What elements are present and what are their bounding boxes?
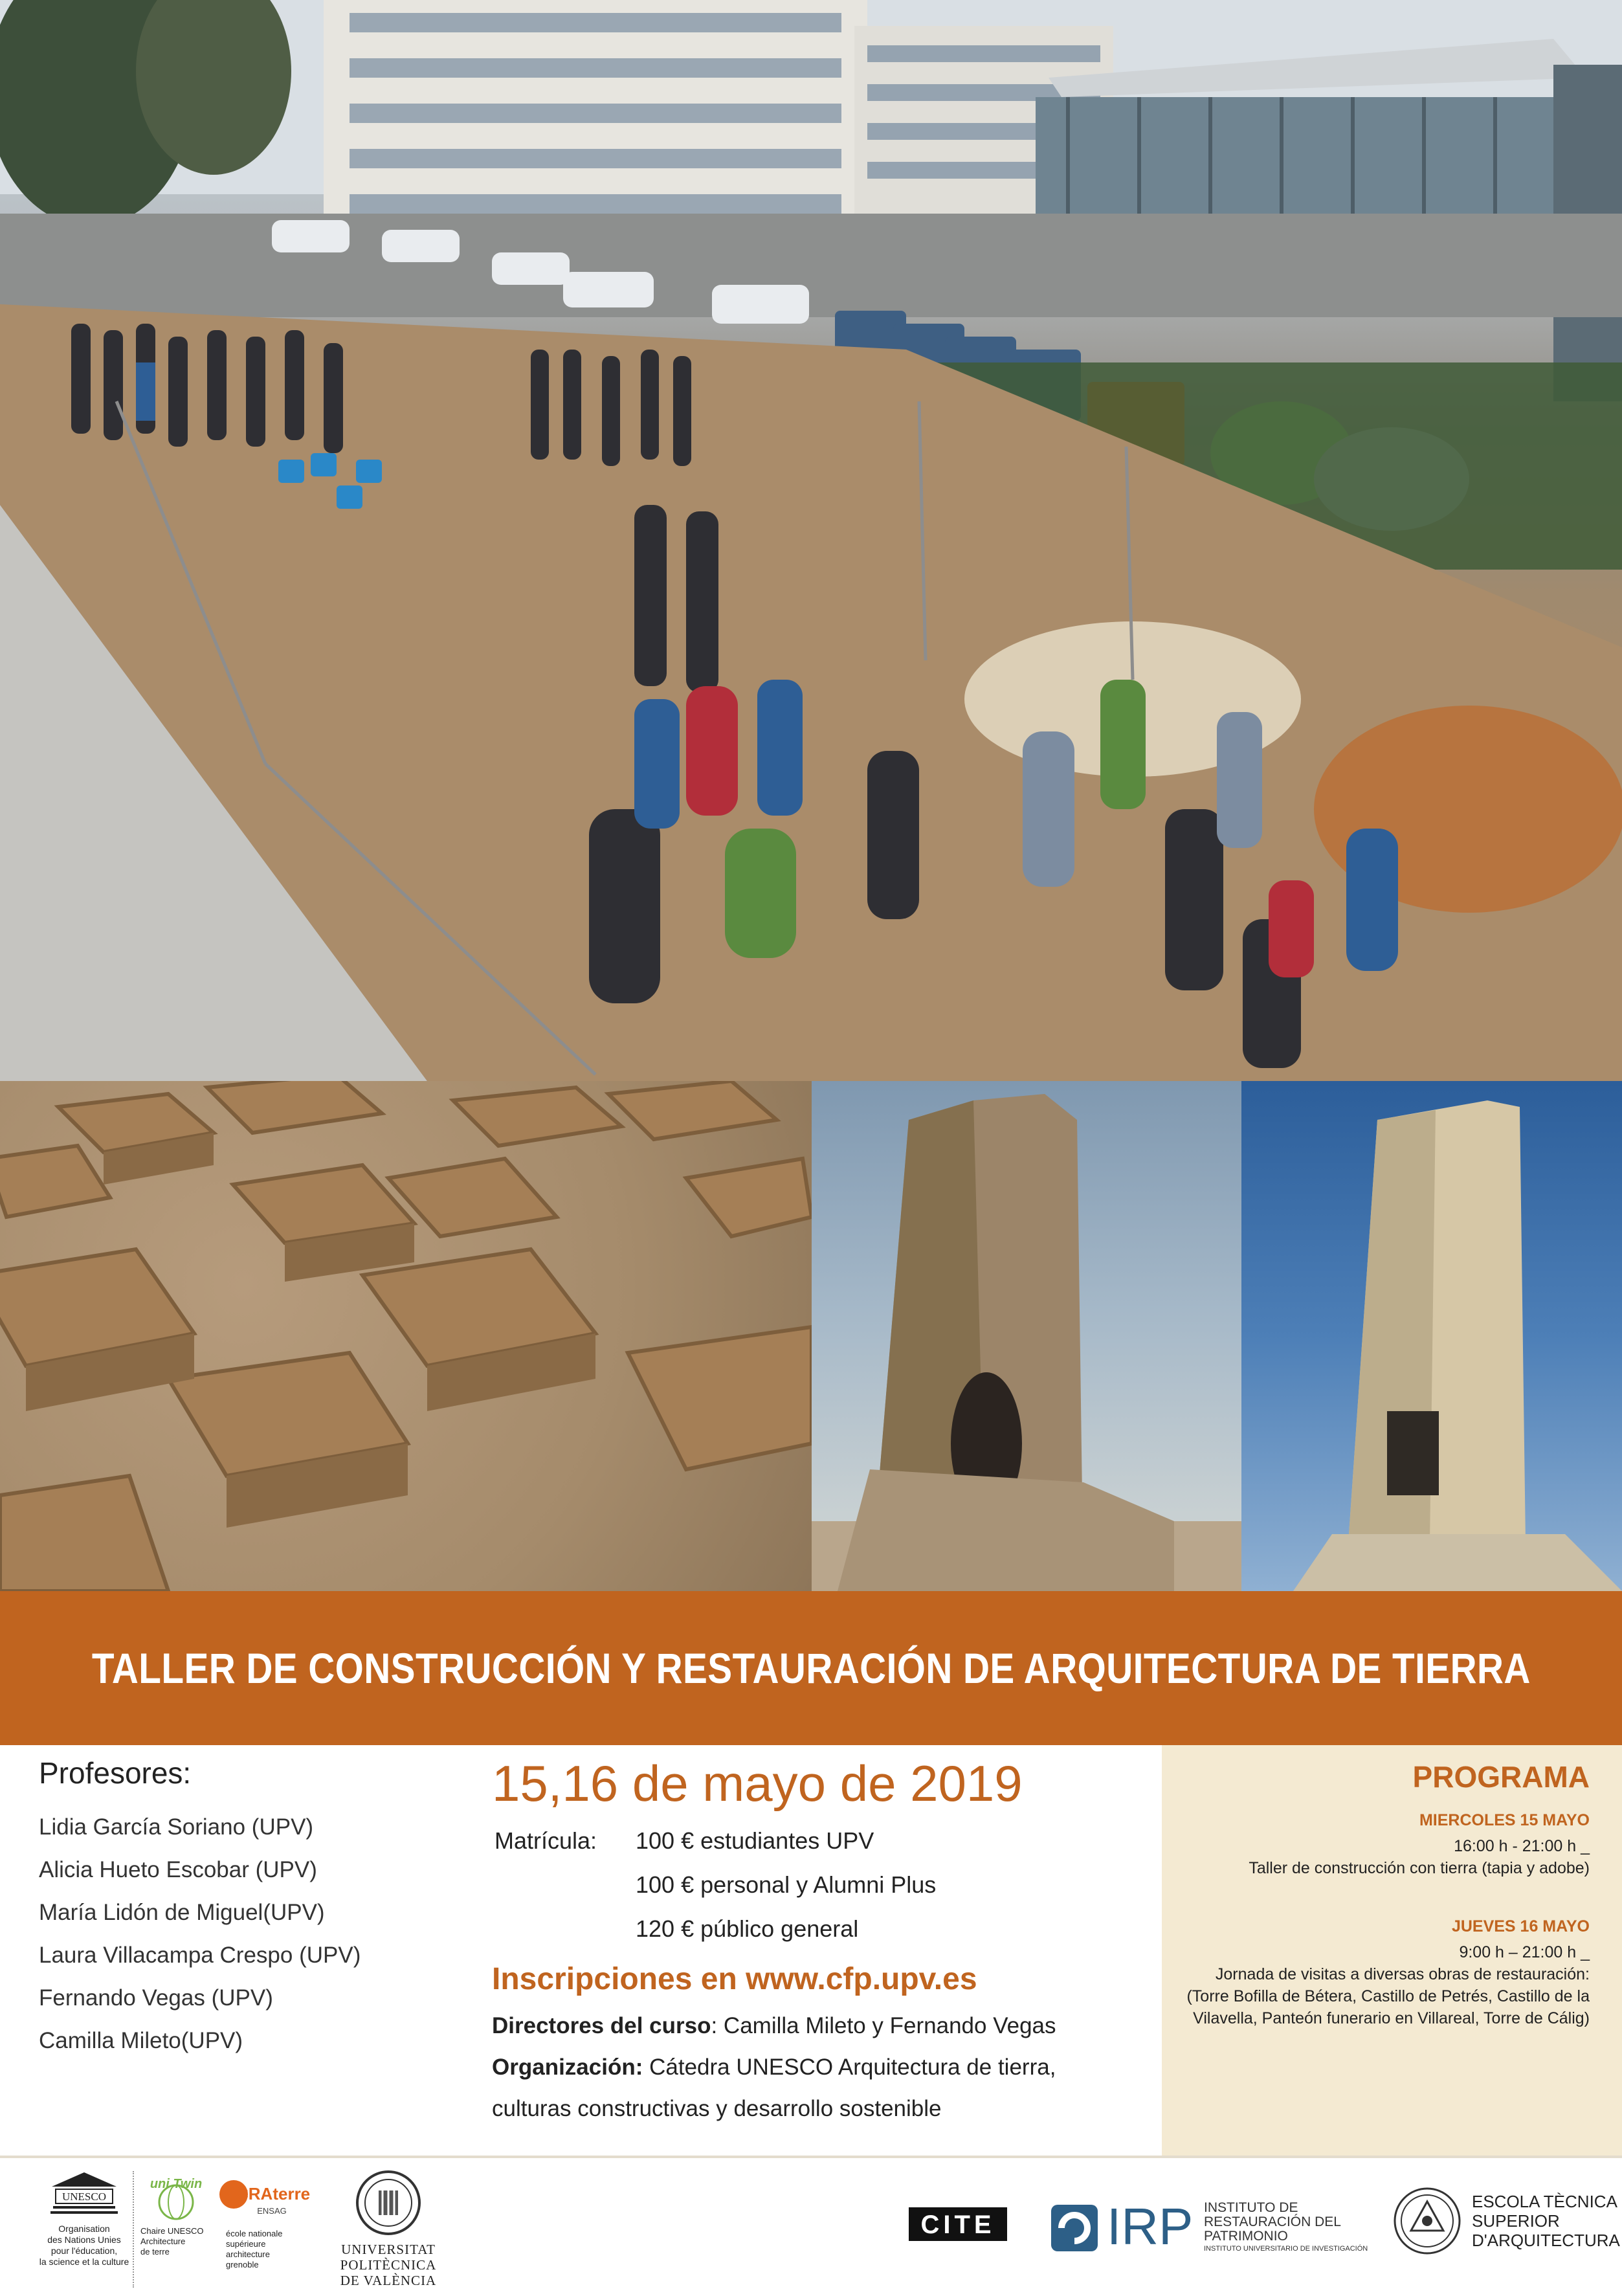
craterre-mark: CRAterre [236, 2184, 311, 2203]
etsa-logo [1392, 2185, 1620, 2269]
etsa-caption-line: SUPERIOR [1472, 2211, 1560, 2231]
registration-link[interactable]: Inscripciones en www.cfp.upv.es [492, 1962, 977, 1996]
unesco-caption-line: pour l'éducation, [50, 2246, 118, 2256]
etsa-caption-line: D'ARQUITECTURA [1472, 2231, 1620, 2250]
professor-affiliation: (UPV) [255, 1857, 317, 1882]
professor-name: Alicia Hueto Escobar [39, 1857, 256, 1882]
workshop-photo [0, 0, 1622, 1081]
directors-value: : Camilla Mileto y Fernando Vegas [711, 2013, 1056, 2038]
program-day-2-line: Jornada de visitas a diversas obras de restauración: [1215, 1965, 1590, 1983]
irp-caption-line: INSTITUTO UNIVERSITARIO DE INVESTIGACIÓN [1204, 2245, 1368, 2253]
unesco-caption [32, 2224, 136, 2268]
professor-name: Lidia García Soriano [39, 1814, 252, 1840]
program-day-1-time: 16:00 h - 21:00 h _ [1454, 1837, 1590, 1855]
fee-row [492, 1819, 1139, 1863]
upv-logo [337, 2167, 440, 2290]
adobe-bricks-photo [0, 1081, 812, 1591]
irp-caption [1204, 2201, 1368, 2254]
unitwin-caption [140, 2226, 218, 2257]
craterre-icon [217, 2171, 327, 2225]
irp-mark: IRP [1107, 2198, 1194, 2255]
organization-label: Organización: [492, 2055, 643, 2080]
fee-value: 120 € público general [636, 1915, 859, 1942]
professor-affiliation: (UPV) [181, 2028, 243, 2053]
upv-caption-line: UNIVERSITAT [341, 2242, 436, 2257]
event-date: 15,16 de mayo de 2019 [492, 1755, 1023, 1812]
unesco-mark: UNESCO [61, 2190, 107, 2203]
professor-item [39, 2020, 466, 2062]
cite-logo [906, 2201, 1010, 2259]
logos-band [0, 2156, 1622, 2296]
craterre-logo [217, 2171, 327, 2288]
program-day-2-line: (Torre Bofilla de Bétera, Castillo de Petrés, Castillo de la [1186, 1987, 1590, 2005]
organization-line-2: culturas constructivas y desarrollo sostenible [492, 2096, 942, 2121]
unitwin-mark: uni Twin [150, 2177, 203, 2191]
upv-seal-icon [353, 2167, 424, 2238]
professors-list [39, 1755, 466, 2062]
professor-item [39, 1806, 466, 1849]
professor-affiliation: (UPV) [211, 1985, 273, 2011]
craterre-caption-line: école nationale [226, 2229, 283, 2238]
upv-caption [337, 2242, 440, 2288]
etsa-caption [1472, 2192, 1620, 2250]
tower-photo-before [812, 1081, 1241, 1591]
unitwin-globe-icon [140, 2171, 212, 2223]
unitwin-logo [133, 2171, 218, 2288]
unitwin-caption-line: Architecture [140, 2236, 186, 2246]
irp-swirl-icon [1049, 2202, 1100, 2254]
craterre-caption-line: architecture [226, 2249, 270, 2259]
professor-name: María Lidón de Miguel [39, 1900, 263, 1925]
program-day-2-line: Vilavella, Panteón funerario en Villareal, Torre de Cálig) [1193, 2009, 1590, 2027]
irp-caption-line: PATRIMONIO [1204, 2229, 1288, 2244]
organization-line [492, 2047, 1139, 2088]
matricula-label: Matrícula: [494, 1827, 597, 1854]
tower-illustration-2 [1241, 1081, 1622, 1591]
professor-item [39, 1891, 466, 1934]
tower-illustration-1 [812, 1081, 1241, 1591]
irp-caption-line: INSTITUTO DE [1204, 2200, 1298, 2215]
etsa-caption-line: ESCOLA TÈCNICA [1472, 2192, 1617, 2211]
unesco-caption-line: Organisation [58, 2224, 110, 2234]
directors-label: Directores del curso [492, 2013, 711, 2038]
cite-mark-icon [906, 2201, 1010, 2253]
tower-photo-after [1241, 1081, 1622, 1591]
program-day-2-time: 9:00 h – 21:00 h _ [1459, 1943, 1590, 1961]
irp-logo [1049, 2198, 1385, 2263]
upv-caption-line: POLITÈCNICA [340, 2257, 437, 2273]
craterre-caption-line: supérieure [226, 2239, 266, 2249]
professor-name: Fernando Vegas [39, 1985, 212, 2011]
organization-value: Cátedra UNESCO Arquitectura de tierra, [643, 2055, 1056, 2080]
professor-item [39, 1977, 466, 2020]
program-title: PROGRAMA [1412, 1760, 1590, 1794]
unesco-caption-line: la science et la culture [39, 2257, 129, 2267]
unesco-caption-line: des Nations Unies [47, 2235, 121, 2245]
title-band [0, 1591, 1622, 1745]
professor-item [39, 1849, 466, 1891]
professor-affiliation: (UPV) [263, 1900, 325, 1925]
workshop-photo-illustration [0, 0, 1622, 1081]
program-day-2: JUEVES 16 MAYO [1451, 1917, 1590, 1935]
event-title: TALLER DE CONSTRUCCIÓN Y RESTAURACIÓN DE ARQUITECTURA DE TIERRA [91, 1644, 1531, 1692]
cite-mark: CITE [920, 2211, 995, 2239]
craterre-sub: ENSAG [257, 2206, 287, 2216]
fee-row [492, 1907, 1139, 1951]
professors-heading: Profesores: [39, 1756, 192, 1790]
professor-name: Laura Villacampa Crespo [39, 1943, 300, 1968]
craterre-caption-line: grenoble [226, 2260, 259, 2269]
fee-value: 100 € estudiantes UPV [636, 1827, 874, 1854]
craterre-caption [217, 2229, 327, 2270]
directors-line [492, 2005, 1139, 2047]
unitwin-caption-line: Chaire UNESCO [140, 2226, 204, 2236]
etsa-seal-icon [1392, 2185, 1463, 2257]
unitwin-caption-line: de terre [140, 2247, 170, 2257]
course-details [492, 1748, 1139, 2130]
adobe-bricks-illustration [0, 1081, 812, 1591]
professor-affiliation: (UPV) [299, 1943, 361, 1968]
professor-item [39, 1934, 466, 1977]
unesco-temple-icon [32, 2168, 136, 2220]
unesco-logo [32, 2168, 136, 2291]
fee-value: 100 € personal y Alumni Plus [636, 1871, 937, 1898]
program-box [1162, 1745, 1622, 2156]
program-day-1-text: Taller de construcción con tierra (tapia y adobe) [1249, 1859, 1590, 1877]
irp-caption-line: RESTAURACIÓN DEL [1204, 2214, 1341, 2229]
upv-caption-line: DE VALÈNCIA [340, 2273, 437, 2288]
professor-name: Camilla Mileto [39, 2028, 181, 2053]
program-day-1: MIERCOLES 15 MAYO [1419, 1811, 1590, 1829]
professor-affiliation: (UPV) [251, 1814, 314, 1840]
fee-row [492, 1863, 1139, 1907]
